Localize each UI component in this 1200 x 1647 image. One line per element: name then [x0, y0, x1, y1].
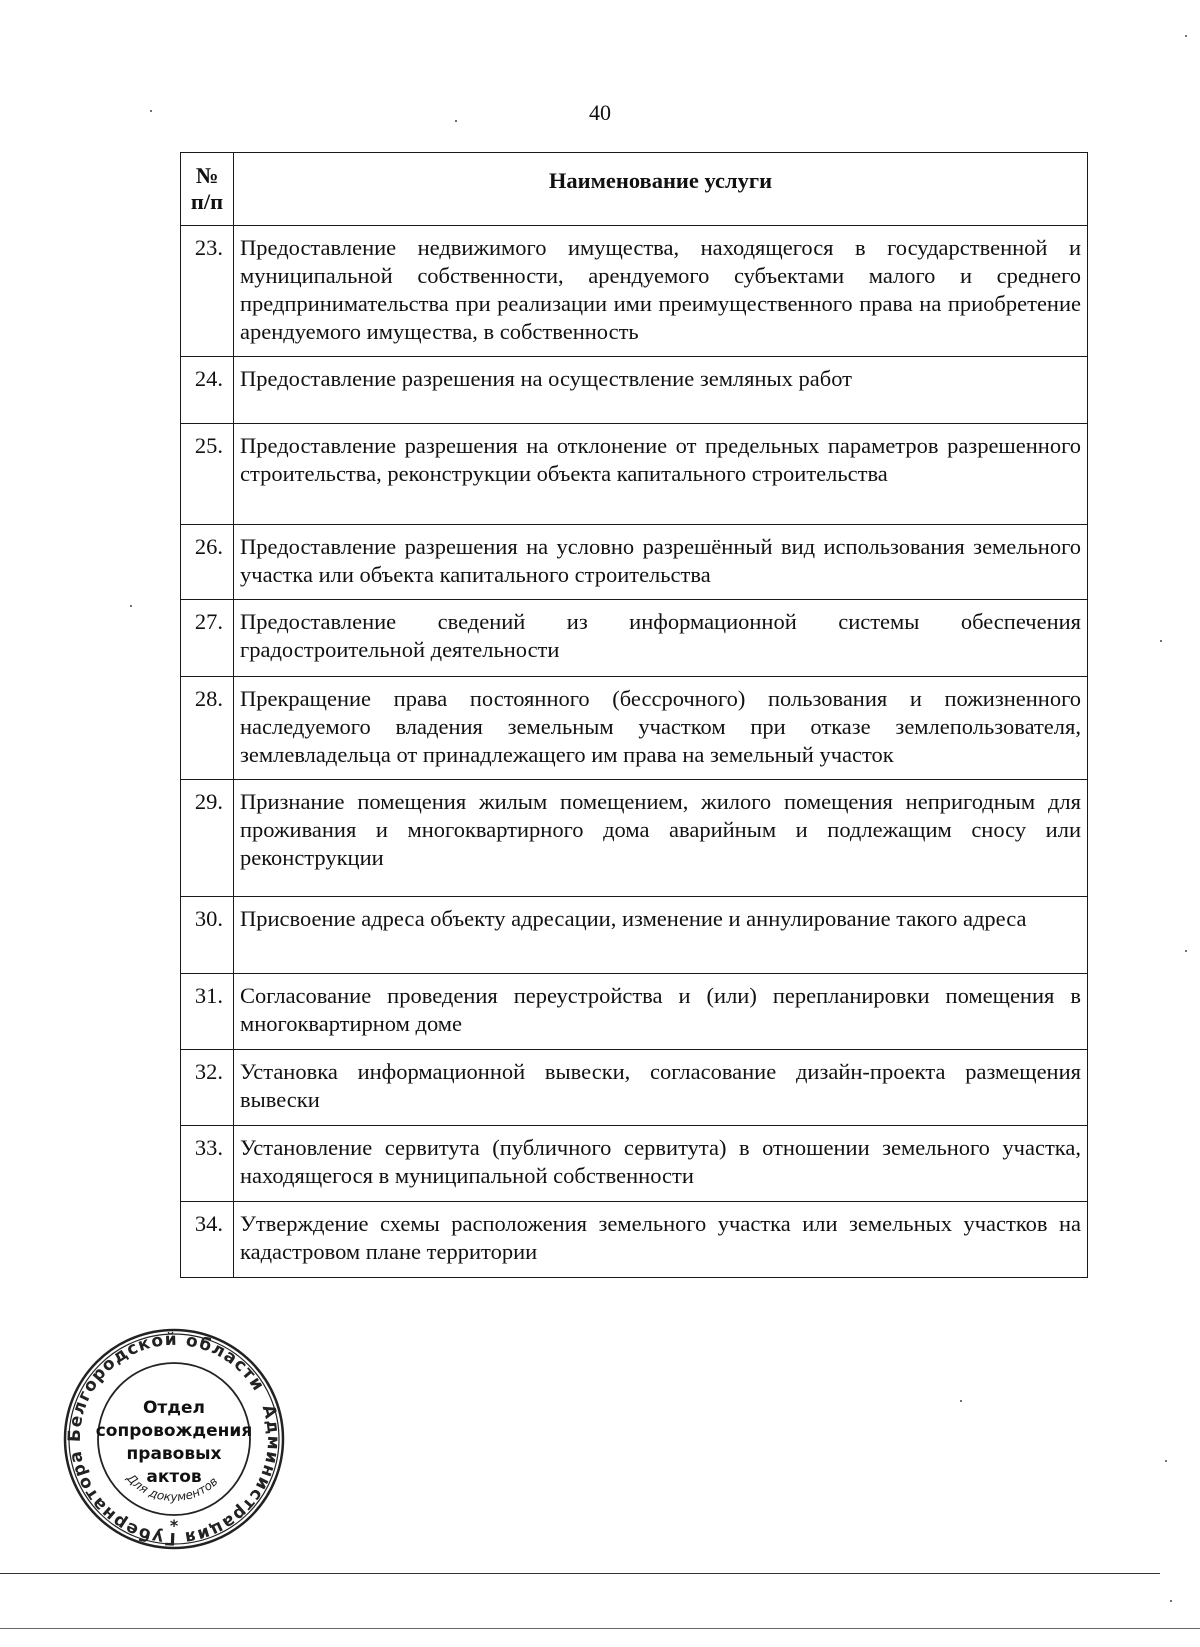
- seal-line: актов: [146, 1467, 202, 1487]
- table-row: [181, 226, 1088, 357]
- table-header-row: [181, 153, 1088, 226]
- table-row: [181, 1126, 1088, 1202]
- scan-speck: [1170, 1600, 1172, 1602]
- row-number: 29.: [181, 780, 234, 897]
- scan-rule-line: [0, 1573, 1160, 1574]
- table-row: [181, 677, 1088, 780]
- table-row: [181, 974, 1088, 1050]
- service-name: Прекращение права постоянного (бессрочного) пользования и пожизненного наследуемого владения земельным участком при отказе землепользователя, землевладельца от принадлежащего им права на земельный участок: [234, 677, 1088, 780]
- table-row: [181, 525, 1088, 600]
- scan-speck: [130, 605, 132, 607]
- service-name: Предоставление сведений из информационной системы обеспечения градостроительной деятельности: [234, 600, 1088, 677]
- row-number: 34.: [181, 1202, 234, 1278]
- service-name: Присвоение адреса объекту адресации, изменение и аннулирование такого адреса: [234, 897, 1088, 974]
- table-row: [181, 357, 1088, 424]
- service-name: Признание помещения жилым помещением, жилого помещения непригодным для проживания и многоквартирного дома аварийным и подлежащим сносу или реконструкции: [234, 780, 1088, 897]
- column-header-service-name: Наименование услуги: [234, 153, 1088, 226]
- row-number: 32.: [181, 1050, 234, 1126]
- service-name: Предоставление разрешения на отклонение от предельных параметров разрешенного строительства, реконструкции объекта капитального строительства: [234, 424, 1088, 525]
- service-name: Установка информационной вывески, согласование дизайн-проекта размещения вывески: [234, 1050, 1088, 1126]
- row-number: 26.: [181, 525, 234, 600]
- service-name: Предоставление разрешения на условно разрешённый вид использования земельного участка или объекта капитального строительства: [234, 525, 1088, 600]
- service-name: Утверждение схемы расположения земельного участка или земельных участков на кадастровом плане территории: [234, 1202, 1088, 1278]
- scan-speck: [960, 1400, 962, 1402]
- service-name: Установление сервитута (публичного сервитута) в отношении земельного участка, находящегося в муниципальной собственности: [234, 1126, 1088, 1202]
- seal-outer-text: Администрация Губернатора Белгородской области: [64, 1329, 284, 1549]
- row-number: 27.: [181, 600, 234, 677]
- table-row: [181, 424, 1088, 525]
- scan-rule-line: [0, 1628, 1200, 1629]
- seal-line: сопровождения: [95, 1421, 253, 1441]
- scan-speck: [455, 120, 457, 122]
- seal-star: *: [169, 1516, 179, 1535]
- row-number: 31.: [181, 974, 234, 1050]
- seal-line: правовых: [126, 1444, 222, 1464]
- row-number: 33.: [181, 1126, 234, 1202]
- scan-speck: [1185, 950, 1187, 952]
- seal-inner-text: Для документов: [123, 1471, 221, 1505]
- services-table: [180, 152, 1088, 1278]
- service-name: Согласование проведения переустройства и (или) перепланировки помещения в многоквартирном доме: [234, 974, 1088, 1050]
- table-row: [181, 600, 1088, 677]
- row-number: 25.: [181, 424, 234, 525]
- scan-speck: [150, 110, 152, 112]
- row-number: 30.: [181, 897, 234, 974]
- row-number: 23.: [181, 226, 234, 357]
- scan-speck: [1160, 640, 1162, 642]
- service-name: Предоставление разрешения на осуществление земляных работ: [234, 357, 1088, 424]
- official-seal: [62, 1327, 286, 1551]
- scan-speck: [1185, 35, 1187, 37]
- column-header-number: № п/п: [181, 153, 234, 226]
- scan-speck: [1165, 1460, 1167, 1462]
- table-row: [181, 1202, 1088, 1278]
- row-number: 24.: [181, 357, 234, 424]
- table-row: [181, 780, 1088, 897]
- service-name: Предоставление недвижимого имущества, находящегося в государственной и муниципальной собственности, арендуемого субъектами малого и среднего предпринимательства при реализации ими преимущественного права на приобретение арендуемого имущества, в собственность: [234, 226, 1088, 357]
- seal-center-text: [62, 1397, 286, 1489]
- table-row: [181, 897, 1088, 974]
- seal-line: Отдел: [142, 1398, 205, 1418]
- row-number: 28.: [181, 677, 234, 780]
- page-number: 40: [589, 100, 611, 125]
- table-row: [181, 1050, 1088, 1126]
